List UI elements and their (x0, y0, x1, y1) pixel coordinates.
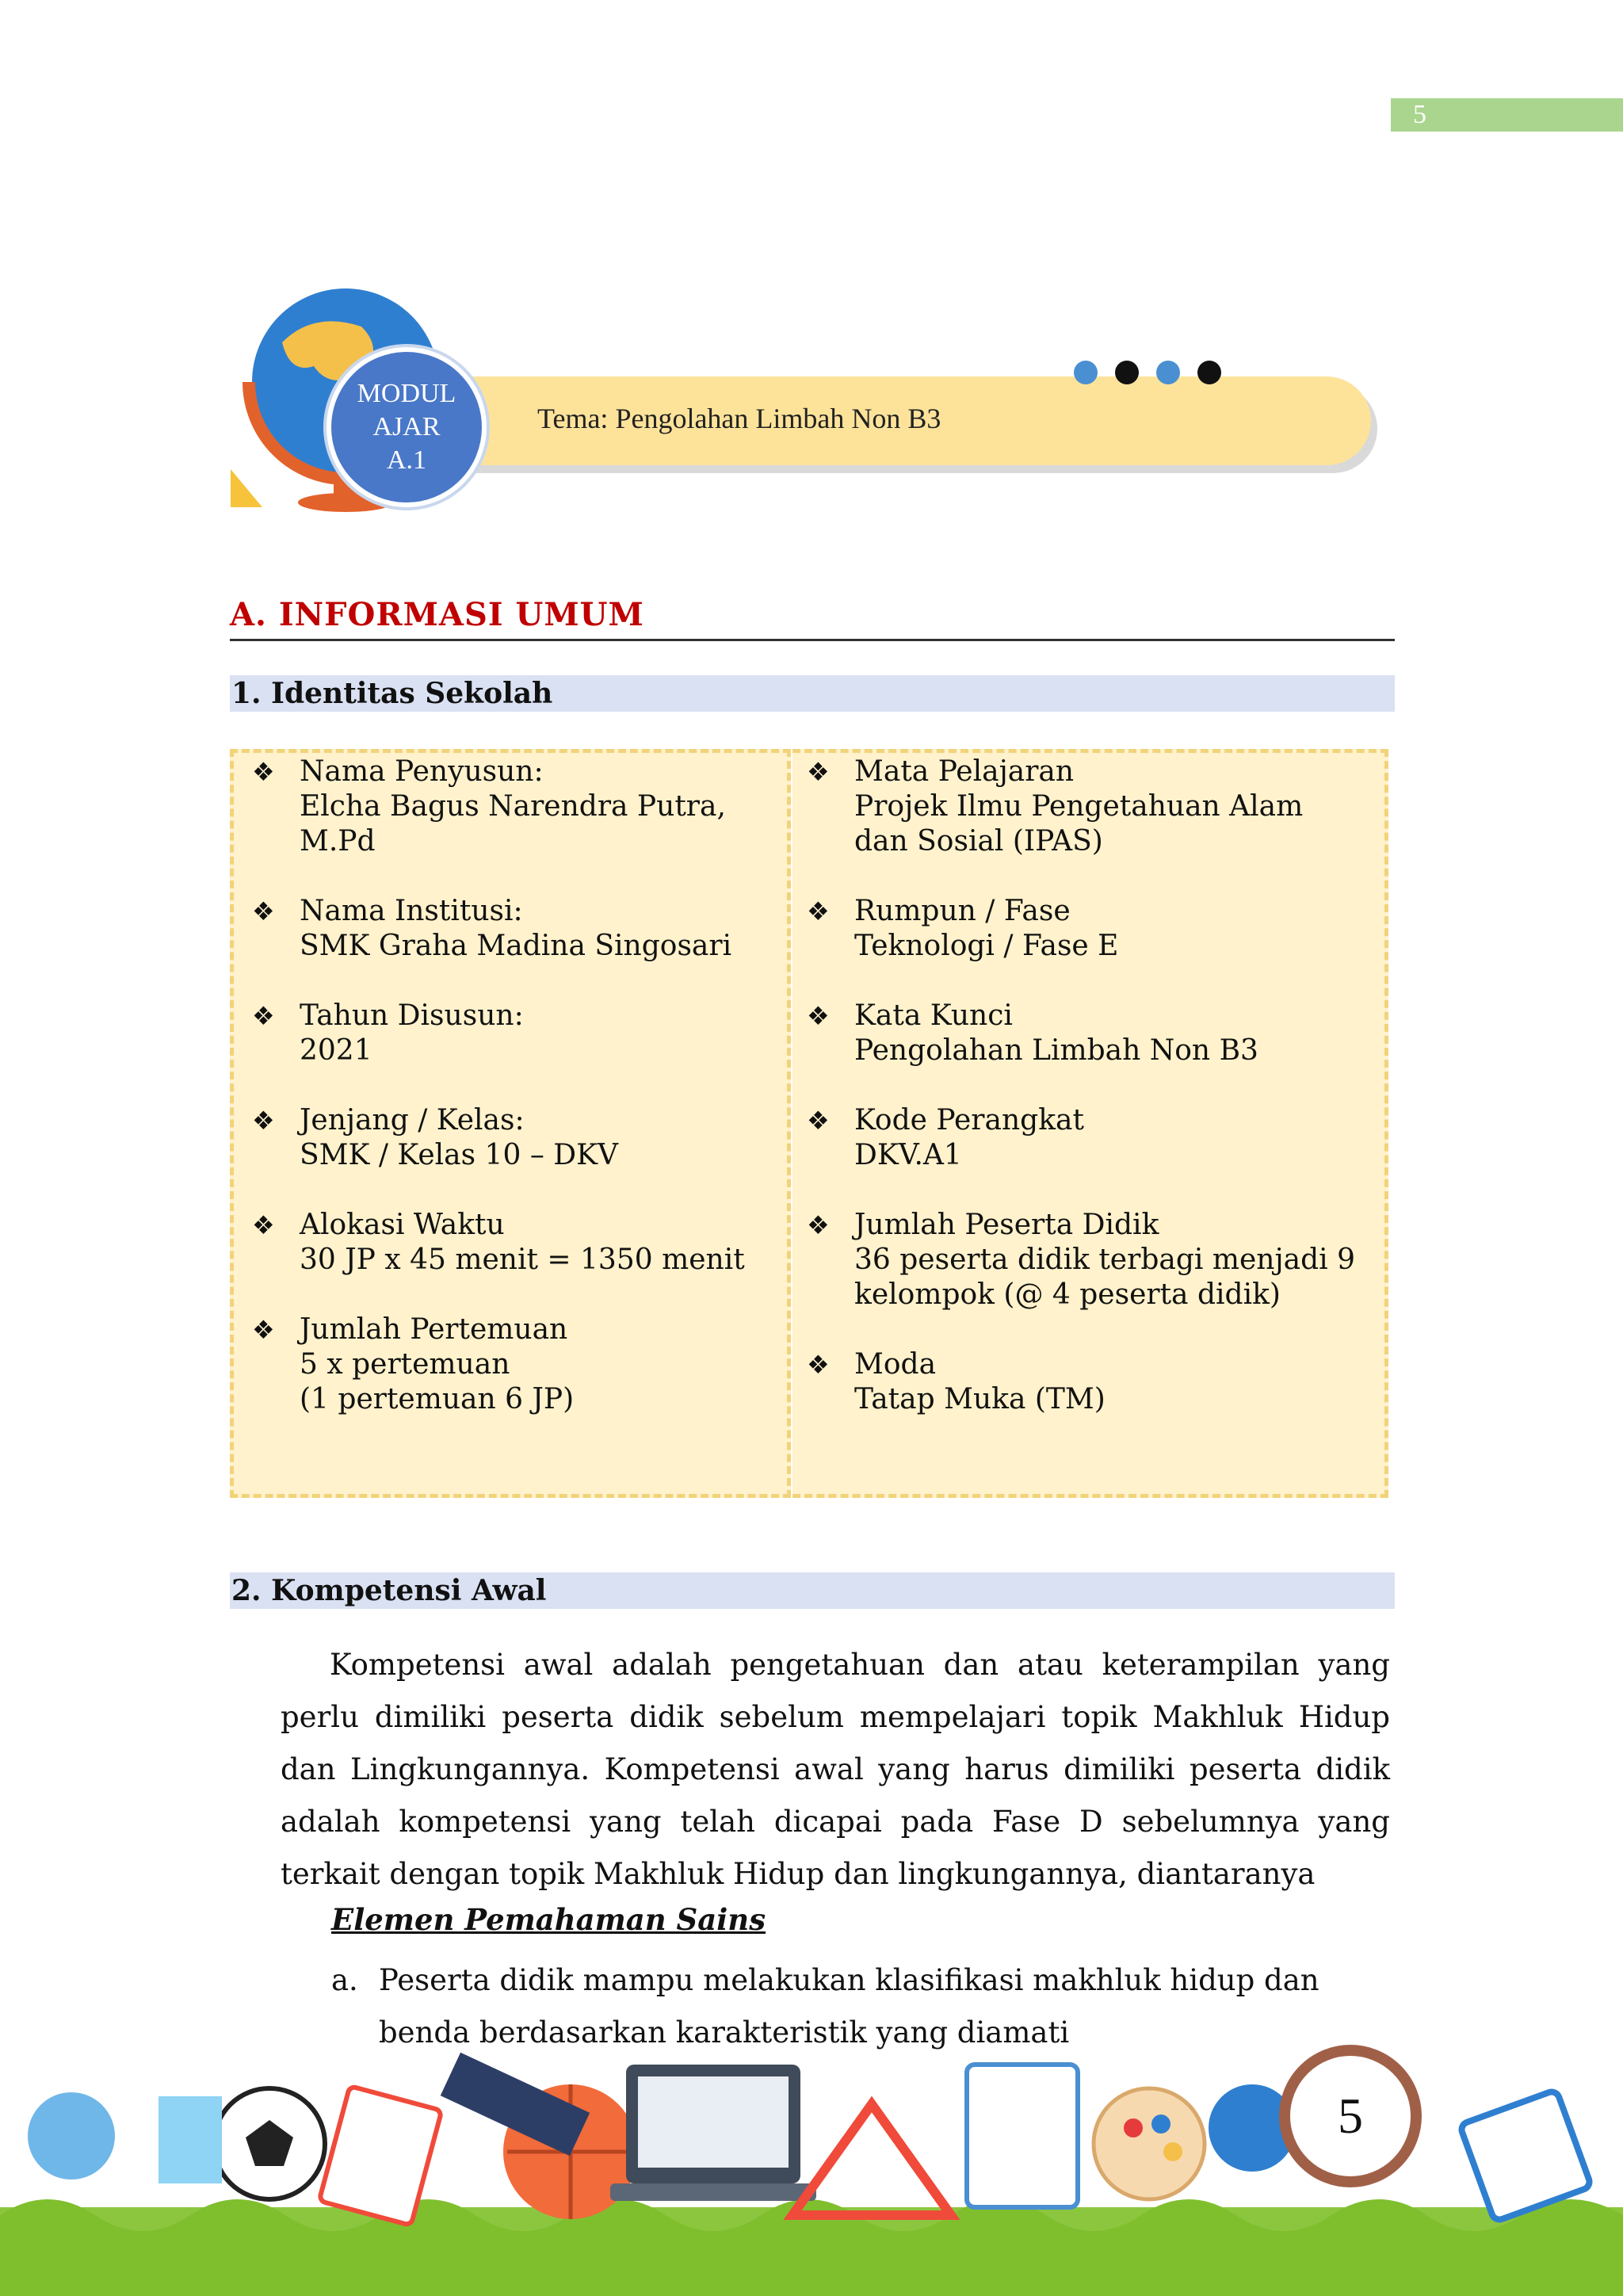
identity-item (807, 755, 1385, 859)
item-value: 30 JP x 45 menit = 1350 menit (300, 1244, 745, 1276)
item-value: dan Sosial (IPAS) (854, 825, 1103, 858)
heading-divider (230, 639, 1395, 641)
diamond-bullet-icon: ❖ (252, 1001, 275, 1031)
identity-list-right (807, 755, 1385, 1452)
item-label: Nama Institusi: (300, 895, 523, 927)
module-code: A.1 (386, 445, 427, 475)
dot-icon (1197, 361, 1221, 384)
dot-icon (1115, 361, 1139, 384)
item-value: Pengolahan Limbah Non B3 (854, 1034, 1258, 1067)
identity-item (807, 1208, 1385, 1312)
diamond-bullet-icon: ❖ (807, 1350, 830, 1380)
item-label: Alokasi Waktu (300, 1209, 505, 1241)
item-label: Moda (854, 1348, 937, 1381)
item-value: Tatap Muka (TM) (854, 1383, 1106, 1415)
diamond-bullet-icon: ❖ (807, 1210, 830, 1240)
item-value: 36 peserta didik terbagi menjadi 9 (854, 1244, 1355, 1276)
item-label: Rumpun / Fase (854, 895, 1071, 927)
item-value: kelompok (@ 4 peserta didik) (854, 1278, 1281, 1311)
page-number-badge: 5 (1279, 2045, 1422, 2187)
identity-item (807, 999, 1385, 1068)
diamond-bullet-icon: ❖ (252, 757, 275, 787)
diamond-bullet-icon: ❖ (252, 1315, 275, 1345)
identity-item (252, 1103, 791, 1173)
page-number-tab: 5 (1391, 98, 1623, 132)
identity-list-left (252, 755, 791, 1452)
diamond-bullet-icon: ❖ (252, 1106, 275, 1136)
list-item-text: Peserta didik mampu melakukan klasifikasi makhluk hidup dan benda berdasarkan karakteristik yang diamati (379, 1963, 1319, 2050)
item-value: M.Pd (300, 825, 376, 858)
diamond-bullet-icon: ❖ (807, 1106, 830, 1136)
diamond-bullet-icon: ❖ (807, 896, 830, 926)
module-label: MODUL (357, 379, 456, 408)
dot-icon (1156, 361, 1180, 384)
identity-item (252, 755, 791, 859)
identity-item (807, 1103, 1385, 1173)
item-label: Jumlah Pertemuan (300, 1313, 568, 1346)
diamond-bullet-icon: ❖ (252, 1210, 275, 1240)
item-value: SMK / Kelas 10 – DKV (300, 1139, 619, 1171)
dot-icon (1074, 361, 1098, 384)
diamond-bullet-icon: ❖ (252, 896, 275, 926)
subsection-heading: 1. Identitas Sekolah (230, 675, 1395, 712)
item-value: Teknologi / Fase E (854, 930, 1119, 962)
item-label: Kode Perangkat (854, 1104, 1084, 1137)
module-badge (327, 347, 487, 507)
identity-item (807, 894, 1385, 964)
identity-item (252, 1208, 791, 1278)
item-label: Jenjang / Kelas: (300, 1104, 525, 1137)
item-label: Kata Kunci (854, 999, 1013, 1032)
item-label: Jumlah Peserta Didik (854, 1209, 1159, 1241)
module-label: AJAR (372, 412, 441, 441)
identity-item (252, 1312, 791, 1417)
subsection-heading: 2. Kompetensi Awal (230, 1572, 1395, 1609)
item-value: SMK Graha Madina Singosari (300, 930, 732, 962)
item-label: Tahun Disusun: (300, 999, 524, 1032)
item-label: Mata Pelajaran (854, 755, 1075, 788)
section-heading: A. INFORMASI UMUM (230, 596, 644, 633)
identity-item (807, 1347, 1385, 1417)
item-value: Projek Ilmu Pengetahuan Alam (854, 790, 1304, 823)
item-value: DKV.A1 (854, 1139, 962, 1171)
diamond-bullet-icon: ❖ (807, 1001, 830, 1031)
item-value: 2021 (300, 1034, 372, 1067)
identity-item (252, 894, 791, 964)
item-value: 5 x pertemuan (300, 1348, 510, 1381)
list-marker: a. (331, 1963, 358, 1997)
body-paragraph: Kompetensi awal adalah pengetahuan dan atau keterampilan yang perlu dimiliki peserta didik sebelum mempelajari topik Makhluk Hidup dan Lingkungannya. Kompetensi awal yang harus dimiliki peserta didik adalah kompetensi yang telah dicapai pada Fase D sebelumnya yang terkait dengan topik Makhluk Hidup dan lingkungannya, diantaranya (281, 1648, 1390, 1891)
identity-item (252, 999, 791, 1068)
element-title: Elemen Pemahaman Sains (331, 1902, 766, 1937)
module-theme: Tema: Pengolahan Limbah Non B3 (537, 403, 941, 434)
item-value: (1 pertemuan 6 JP) (300, 1383, 575, 1415)
decorative-dots (1074, 361, 1221, 384)
item-value: Elcha Bagus Narendra Putra, (300, 790, 726, 823)
item-label: Nama Penyusun: (300, 755, 544, 788)
diamond-bullet-icon: ❖ (807, 757, 830, 787)
